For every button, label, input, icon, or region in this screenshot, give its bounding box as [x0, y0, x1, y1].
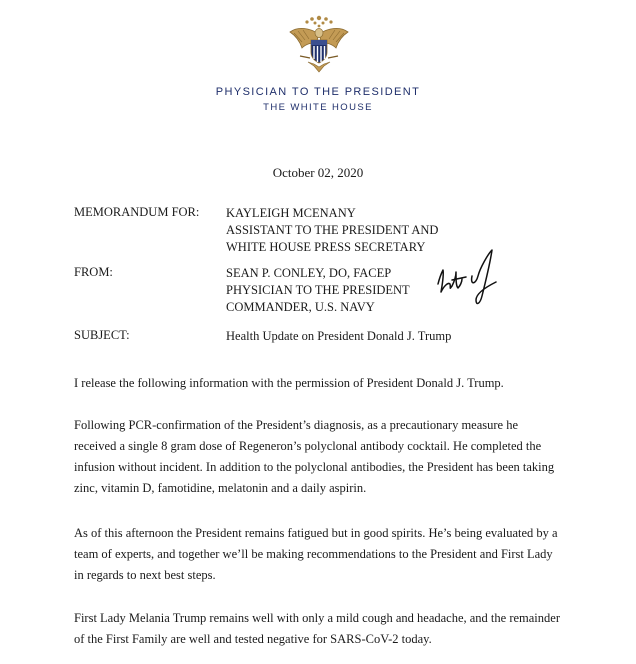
body-paragraph	[74, 608, 574, 650]
memo-for-line: KAYLEIGH MCENANY	[226, 206, 356, 220]
body-line: Following PCR-confirmation of the President’s diagnosis, as a precautionary measure he	[74, 418, 519, 432]
body-line: team of experts, and together we’ll be making recommendations to the President and First Lady	[74, 547, 553, 561]
memo-subject: Health Update on President Donald J. Trump	[226, 329, 452, 343]
body-line: zinc, vitamin D, famotidine, melatonin and a daily aspirin.	[74, 481, 367, 495]
body-line: received a single 8 gram dose of Regeneron’s polyclonal antibody cocktail. He completed the	[74, 439, 542, 453]
memo-from-line: SEAN P. CONLEY, DO, FACEP	[226, 266, 392, 280]
body-line: As of this afternoon the President remains fatigued but in good spirits. He’s being evaluated by a	[74, 526, 558, 540]
body-line: in regards to next best steps.	[74, 568, 216, 582]
body-line: infusion without incident. In addition to the polyclonal antibodies, the President has been taking	[74, 460, 555, 474]
memo-from-line: PHYSICIAN TO THE PRESIDENT	[226, 283, 410, 297]
memo-for-line: ASSISTANT TO THE PRESIDENT AND	[226, 223, 439, 237]
memo-for-recipient	[226, 205, 438, 256]
memo-date: October 02, 2020	[272, 165, 364, 180]
signature-icon	[432, 246, 508, 310]
memo-from-sender	[226, 265, 410, 316]
letterhead-title: PHYSICIAN TO THE PRESIDENT	[215, 86, 421, 98]
body-line: First Lady Melania Trump remains well with only a mild cough and headache, and the remainder	[74, 611, 560, 625]
memo-from-label: FROM:	[74, 265, 113, 279]
letterhead-subtitle: THE WHITE HOUSE	[263, 102, 373, 113]
body-paragraph	[74, 373, 574, 394]
presidential-seal-icon	[286, 12, 352, 74]
memo-subject-label: SUBJECT:	[74, 328, 130, 342]
memo-for-line: WHITE HOUSE PRESS SECRETARY	[226, 240, 426, 254]
memo-for-label: MEMORANDUM FOR:	[74, 205, 200, 219]
body-line: of the First Family are well and tested negative for SARS-CoV-2 today.	[74, 632, 432, 646]
body-line: I release the following information with the permission of President Donald J. Trump.	[74, 376, 504, 390]
body-paragraph	[74, 415, 574, 499]
memo-from-line: COMMANDER, U.S. NAVY	[226, 300, 375, 314]
body-paragraph	[74, 523, 574, 586]
